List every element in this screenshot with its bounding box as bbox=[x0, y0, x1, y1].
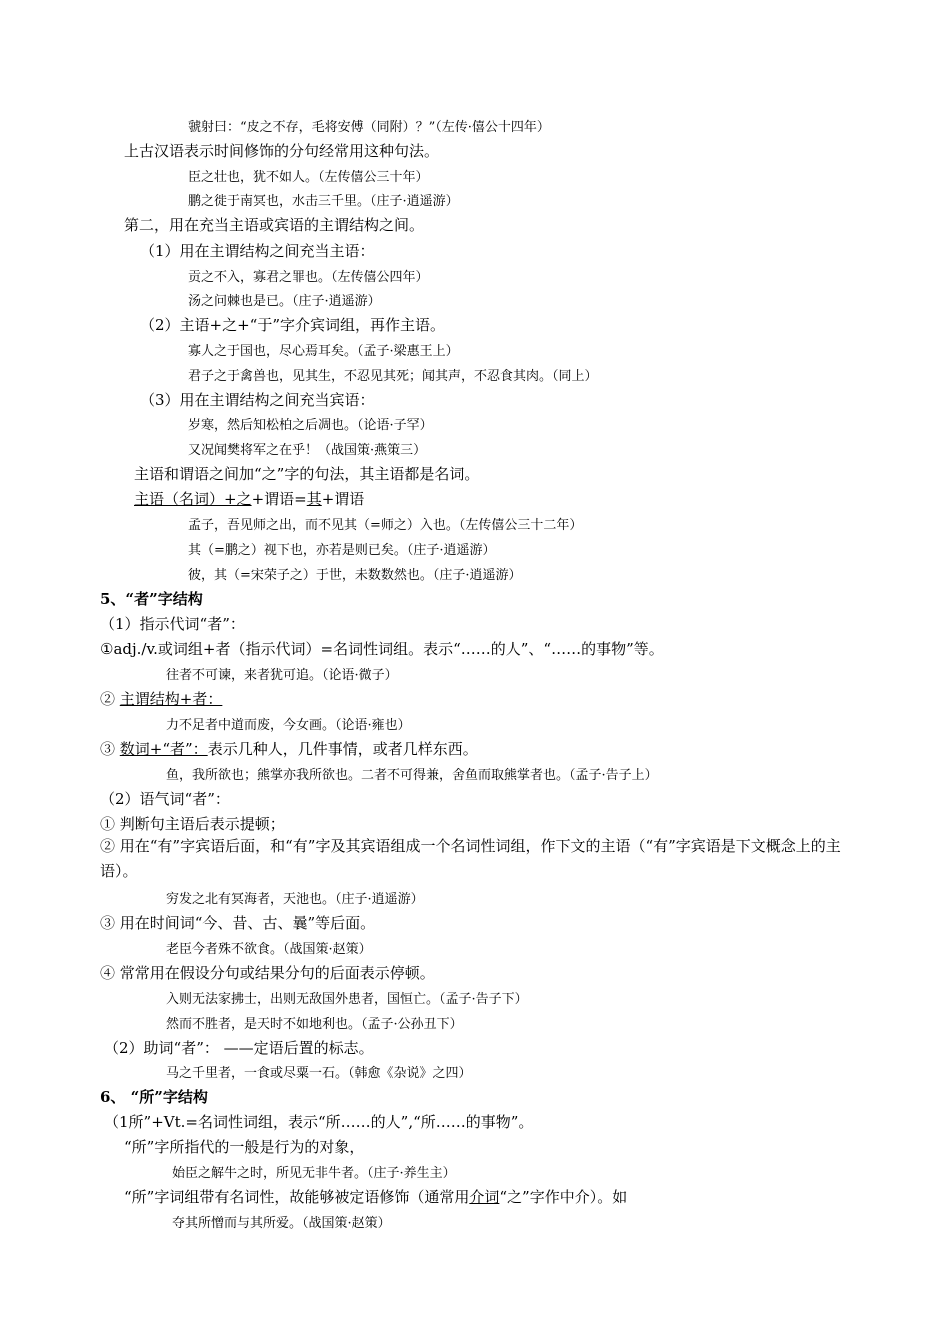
body-line: （2）助词“者”： ——定语后置的标志。 bbox=[104, 1039, 374, 1057]
line-text: 表示几种人，几件事情，或者几样东西。 bbox=[207, 740, 478, 758]
body-line: ④ 常常用在假设分句或结果分句的后面表示停顿。 bbox=[100, 964, 435, 982]
body-line: 上古汉语表示时间修饰的分句经常用这种句法。 bbox=[124, 142, 440, 160]
body-line: ① 判断句主语后表示提顿； bbox=[100, 815, 285, 833]
example-line: 又况闻樊将军之在乎！（战国策·燕策三） bbox=[188, 443, 427, 458]
example-line: 虢射曰：“皮之不存，毛将安傅（同附）？”（左传·僖公十四年） bbox=[188, 120, 550, 135]
example-line: 岁寒，然后知松柏之后凋也。（论语·子罕） bbox=[188, 418, 433, 433]
body-line: “所”字所指代的一般是行为的对象， bbox=[124, 1138, 365, 1156]
example-line: 彼，其（=宋荣子之）于世，未数数然也。（庄子·逍遥游） bbox=[188, 568, 522, 583]
line-text: “所”字词组带有名词性，故能够被定语修饰（通常用 bbox=[124, 1188, 470, 1206]
example-line: 然而不胜者，是天时不如地利也。（孟子·公孙丑下） bbox=[166, 1017, 463, 1032]
example-line: 始臣之解牛之时，所见无非牛者。（庄子·养生主） bbox=[172, 1166, 456, 1181]
body-line bbox=[124, 1186, 627, 1207]
example-line: 往者不可谏，来者犹可追。（论语·微子） bbox=[166, 668, 398, 683]
example-line: 贡之不入，寡君之罪也。（左传僖公四年） bbox=[188, 270, 429, 285]
example-line: 入则无法家拂士，出则无敌国外患者，国恒亡。（孟子·告子下） bbox=[166, 992, 528, 1007]
formula-part: +谓语 bbox=[321, 490, 365, 508]
example-line: 其（=鹏之）视下也，亦若是则已矣。（庄子·逍遥游） bbox=[188, 543, 496, 558]
body-line: ③ 用在时间词“今、昔、古、曩”等后面。 bbox=[100, 914, 376, 932]
underlined-term: 主谓结构+者： bbox=[119, 690, 223, 708]
example-line: 夺其所憎而与其所爱。（战国策·赵策） bbox=[172, 1216, 391, 1231]
example-line: 穷发之北有冥海者，天池也。（庄子·逍遥游） bbox=[166, 892, 424, 907]
formula-line bbox=[134, 488, 364, 509]
body-line: （2）主语+之+“于”字介宾词组，再作主语。 bbox=[140, 316, 446, 334]
body-line: （3）用在主谓结构之间充当宾语： bbox=[140, 391, 375, 409]
body-line: （1）用在主谓结构之间充当主语： bbox=[140, 242, 375, 260]
section-heading: 6、 “所”字结构 bbox=[100, 1088, 208, 1106]
example-line: 马之千里者，一食或尽粟一石。（韩愈《杂说》之四） bbox=[166, 1066, 472, 1081]
example-line: 孟子，吾见师之出，而不见其（=师之）入也。（左传僖公三十二年） bbox=[188, 518, 583, 533]
body-line: （1）指示代词“者”： bbox=[100, 615, 245, 633]
example-line: 汤之问棘也是已。（庄子·逍遥游） bbox=[188, 294, 381, 309]
list-marker: ② bbox=[100, 690, 120, 708]
formula-part: 其 bbox=[306, 490, 322, 508]
underlined-term: 数词+“者”： bbox=[119, 740, 208, 758]
body-line: （2）语气词“者”： bbox=[100, 790, 230, 808]
body-paragraph: ② 用在“有”字宾语后面，和“有”字及其宾语组成一个名词性词组，作下文的主语（“有”字宾语是下文概念上的主语）。 bbox=[100, 837, 841, 880]
example-line: 鹏之徙于南冥也，水击三千里。（庄子·逍遥游） bbox=[188, 194, 459, 209]
example-line: 鱼，我所欲也；熊掌亦我所欲也。二者不可得兼，舍鱼而取熊掌者也。（孟子·告子上） bbox=[166, 768, 658, 783]
formula-part: 主语（名词）+之 bbox=[134, 490, 252, 508]
example-line: 寡人之于国也，尽心焉耳矣。（孟子·梁惠王上） bbox=[188, 344, 459, 359]
body-line: 主语和谓语之间加“之”字的句法，其主语都是名词。 bbox=[134, 465, 480, 483]
body-line bbox=[100, 688, 222, 709]
example-line: 老臣今者殊不欲食。（战国策·赵策） bbox=[166, 942, 372, 957]
example-line: 君子之于禽兽也，见其生，不忍见其死；闻其声，不忍食其肉。（同上） bbox=[188, 369, 598, 384]
body-line bbox=[100, 738, 478, 759]
body-line: ①adj./v.或词组+者（指示代词）=名词性词组。表示“……的人”、“……的事物”等。 bbox=[100, 640, 664, 658]
underlined-term: 介词 bbox=[469, 1188, 500, 1206]
formula-part: +谓语= bbox=[251, 490, 307, 508]
section-heading: 5、“者”字结构 bbox=[100, 590, 203, 608]
line-text: “之”字作中介）。如 bbox=[499, 1188, 628, 1206]
body-line: （1所”+Vt.=名词性词组，表示“所……的人”,“所……的事物”。 bbox=[104, 1113, 534, 1131]
body-line: 第二，用在充当主语或宾语的主谓结构之间。 bbox=[124, 216, 425, 234]
list-marker: ③ bbox=[100, 740, 120, 758]
example-line: 臣之壮也，犹不如人。（左传僖公三十年） bbox=[188, 170, 429, 185]
example-line: 力不足者中道而废，今女画。（论语·雍也） bbox=[166, 718, 411, 733]
